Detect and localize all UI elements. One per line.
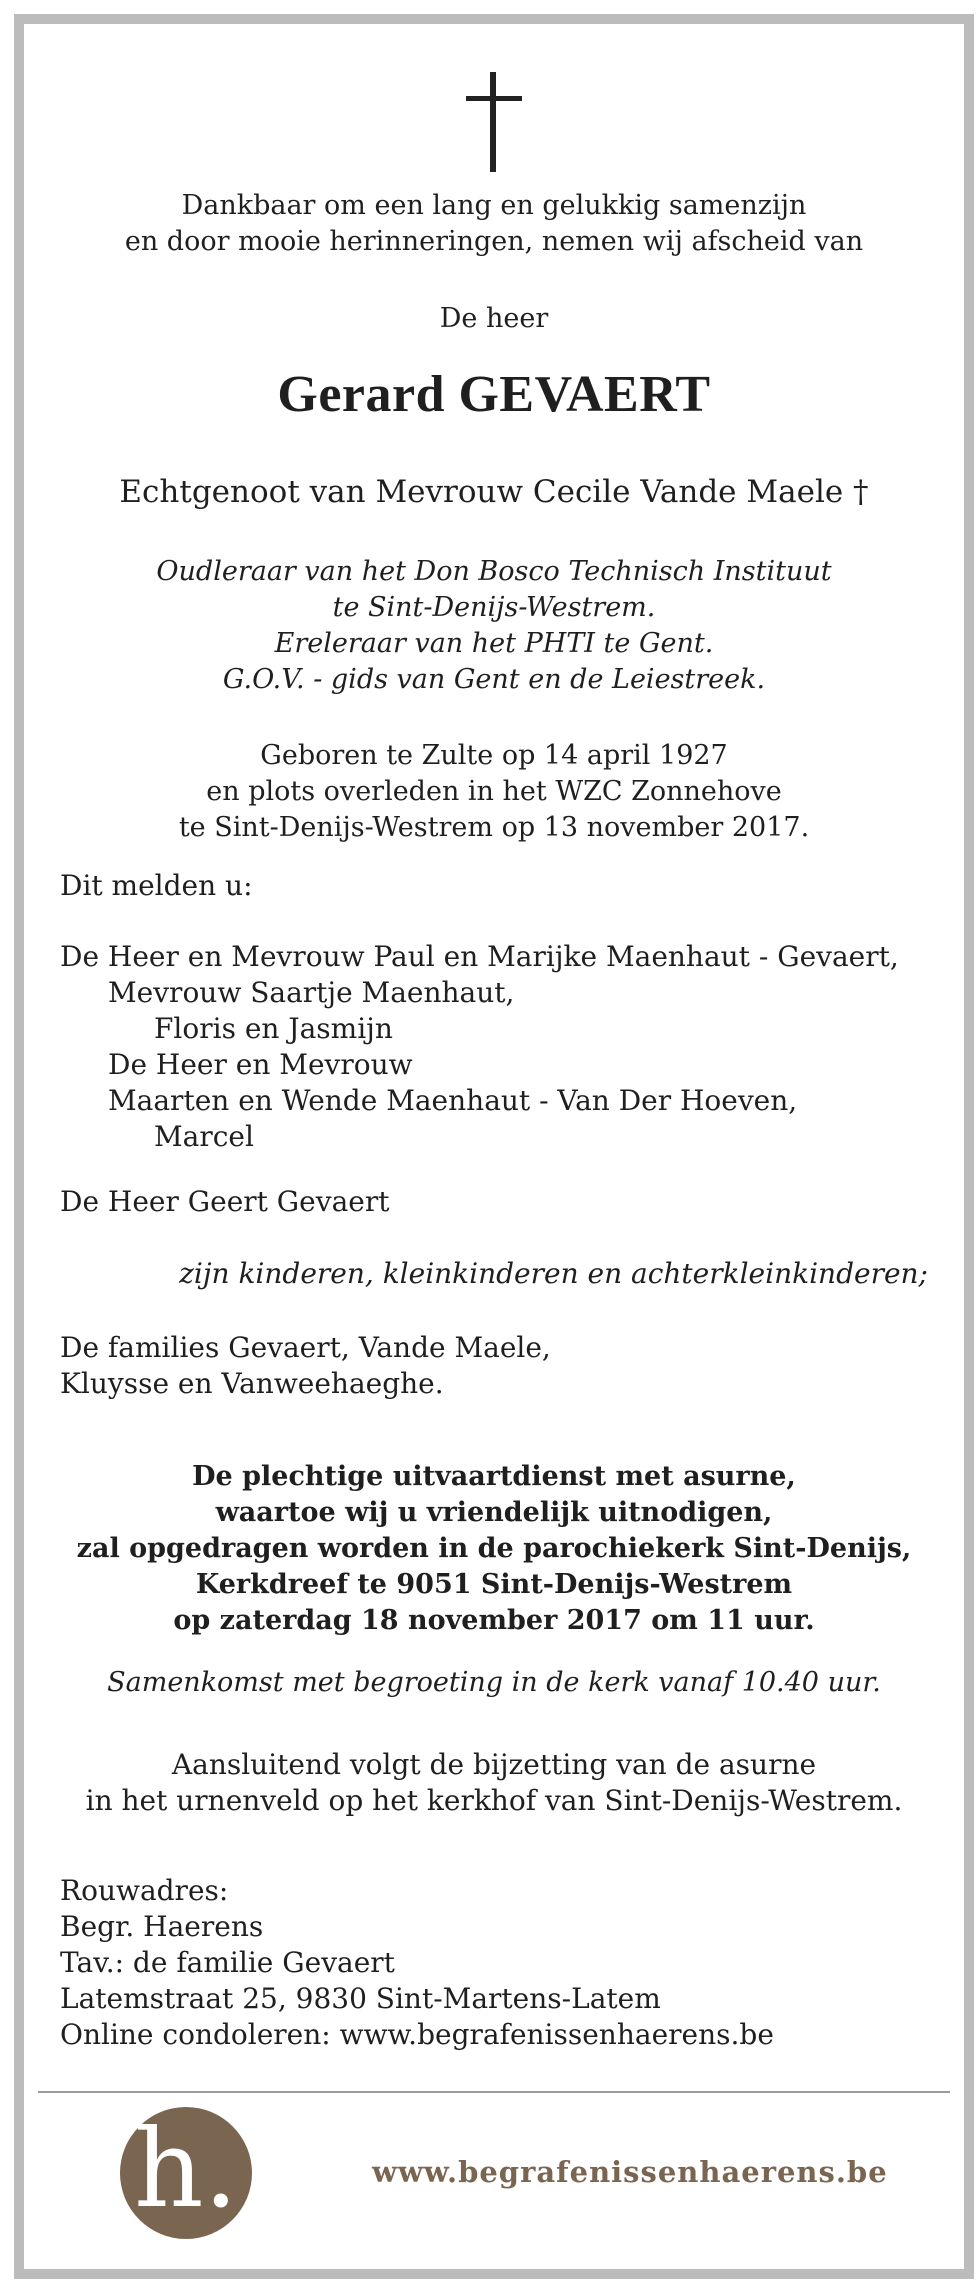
family-line: Marcel (154, 1120, 254, 1153)
family-line: Kluysse en Vanweehaeghe. (60, 1367, 444, 1400)
service-line: De plechtige uitvaartdienst met asurne, (192, 1461, 796, 1492)
contact-line: Rouwadres: (60, 1874, 229, 1907)
family-line: De Heer en Mevrouw (108, 1048, 413, 1081)
service-line: zal opgedragen worden in de parochiekerk Sint-Denijs, (76, 1533, 912, 1564)
deceased-name: Gerard GEVAERT (277, 366, 711, 423)
family-line: Mevrouw Saartje Maenhaut, (108, 976, 515, 1009)
contact-line: Tav.: de familie Gevaert (60, 1946, 395, 1979)
birth-death-block (24, 738, 964, 846)
birth-line: te Sint-Denijs-Westrem op 13 november 2017. (178, 812, 810, 843)
service-line: op zaterdag 18 november 2017 om 11 uur. (173, 1605, 815, 1636)
family-block-1 (60, 939, 899, 1155)
birth-line: en plots overleden in het WZC Zonnehove (206, 776, 782, 807)
burial-line: Aansluitend volgt de bijzetting van de asurne (171, 1748, 817, 1781)
career-line: Ereleraar van het PHTI te Gent. (274, 628, 714, 659)
burial-block (24, 1747, 964, 1819)
birth-line: Geboren te Zulte op 14 april 1927 (260, 740, 728, 771)
family-line: Maarten en Wende Maenhaut - Van Der Hoeven, (108, 1084, 798, 1117)
contact-line: Begr. Haerens (60, 1910, 264, 1943)
service-line: waartoe wij u vriendelijk uitnodigen, (215, 1497, 773, 1528)
career-line: Oudleraar van het Don Bosco Technisch Instituut (156, 556, 832, 587)
announce-line: Dit melden u: (60, 869, 253, 902)
contact-block (60, 1873, 774, 2053)
family-line: De Heer en Mevrouw Paul en Marijke Maenhaut - Gevaert, (60, 940, 899, 973)
divider (38, 2091, 950, 2093)
burial-line: in het urnenveld op het kerkhof van Sint-Denijs-Westrem. (85, 1784, 903, 1817)
family-line: De families Gevaert, Vande Maele, (60, 1331, 551, 1364)
career-line: te Sint-Denijs-Westrem. (332, 592, 656, 623)
obituary-frame (14, 14, 974, 2279)
family-block-2: De Heer Geert Gevaert (60, 1185, 390, 1218)
cross-icon (466, 72, 522, 172)
funeral-home-logo: h. (120, 2107, 252, 2239)
service-block (24, 1459, 964, 1639)
career-block (24, 554, 964, 698)
family-block-3 (60, 1330, 551, 1402)
obituary-card (24, 24, 964, 2269)
spouse-line: Echtgenoot van Mevrouw Cecile Vande Maele † (119, 474, 869, 510)
intro-line: en door mooie herinneringen, nemen wij afscheid van (124, 226, 864, 257)
gathering-line: Samenkomst met begroeting in de kerk vanaf 10.40 uur. (107, 1667, 881, 1698)
family-line: Floris en Jasmijn (154, 1012, 393, 1045)
intro-text (24, 188, 964, 260)
funeral-home-website-link[interactable]: www.begrafenissenhaerens.be (372, 2155, 888, 2189)
relation-line: zijn kinderen, kleinkinderen en achterkleinkinderen; (179, 1257, 928, 1290)
honorific: De heer (439, 303, 549, 334)
career-line: G.O.V. - gids van Gent en de Leiestreek. (222, 664, 766, 695)
service-line: Kerkdreef te 9051 Sint-Denijs-Westrem (195, 1569, 793, 1600)
contact-line: Latemstraat 25, 9830 Sint-Martens-Latem (60, 1982, 661, 2015)
intro-line: Dankbaar om een lang en gelukkig samenzijn (181, 190, 807, 221)
contact-line: Online condoleren: www.begrafenissenhaerens.be (60, 2018, 774, 2051)
